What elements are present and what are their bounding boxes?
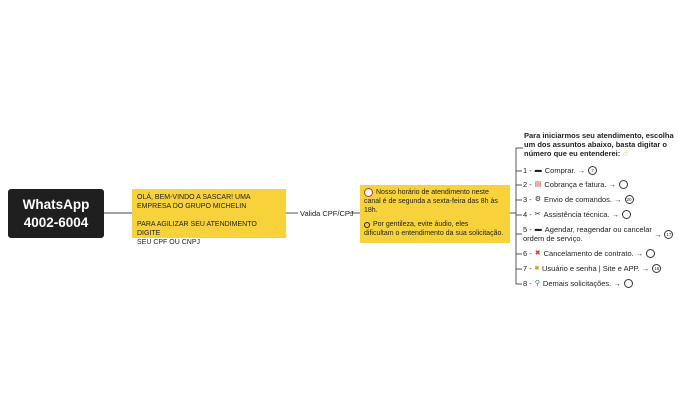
greeting-line: PARA AGILIZAR SEU ATENDIMENTO DIGITE (137, 221, 257, 237)
option-7[interactable]: 7 - ■ Usuário e senha | Site e APP. → 16 (523, 264, 660, 273)
greeting-node[interactable] (132, 189, 286, 246)
option-5[interactable]: 5 - ▬ Agendar, reagendar ou cancelar ordem de serviço. → 17 (523, 225, 672, 243)
option-label: Comprar. (544, 166, 576, 175)
hours-line: dificultam o entendimento da sua solicitação. (364, 230, 504, 237)
greeting-line: EMPRESA DO GRUPO MICHELIN (137, 203, 247, 210)
option-6[interactable]: 6 - ✖ Cancelamento de contrato. → (523, 249, 655, 258)
option-label: Demais solicitações. (542, 279, 612, 288)
intro-line: um dos assuntos abaixo, basta digitar o (524, 140, 667, 149)
root-number: 4002-6004 (23, 214, 89, 230)
count-badge[interactable]: 17 (666, 232, 672, 237)
greeting-line: SEU CPF OU CNPJ (137, 239, 201, 246)
hours-line: canal é de segunda a sexta-feira das 8h às (364, 198, 498, 205)
option-label: Usuário e senha | Site e APP. (542, 264, 640, 273)
option-2[interactable]: 2 - ▤ Cobrança e fatura. → (523, 180, 628, 189)
option-8[interactable]: 8 - ⚲ Demais solicitações. → (523, 279, 633, 288)
alarm-clock-icon (364, 188, 373, 197)
truck-icon: ▬ (534, 167, 542, 174)
count-badge[interactable]: 20 (626, 197, 632, 202)
cross-icon: ✖ (534, 250, 541, 257)
option-number: 1 - (523, 166, 532, 175)
edge-label: Valida CPF/CPJ (300, 209, 354, 218)
collapse-toggle[interactable] (624, 279, 633, 288)
intro-line: número que eu entenderei: (524, 149, 621, 158)
collapse-toggle[interactable] (619, 180, 628, 189)
option-number: 7 - (523, 264, 532, 273)
count-badge[interactable]: 16 (654, 266, 660, 271)
option-1[interactable]: 1 - ▬ Comprar. → 7 (523, 166, 597, 175)
option-3[interactable]: 3 - ⚙ Envio de comandos. → 20 (523, 195, 632, 204)
user-icon: ■ (534, 265, 539, 272)
pointing-hand-icon: ☝ (623, 149, 629, 158)
magnifier-icon: ⚲ (534, 280, 540, 287)
option-number: 6 - (523, 249, 532, 258)
count-badge[interactable]: 7 (588, 166, 597, 175)
invoice-icon: ▤ (534, 181, 542, 188)
no-audio-icon (364, 222, 370, 228)
greeting-line: OLÁ, BEM-VINDO A SASCAR! UMA (137, 194, 251, 201)
intro-line: Para iniciarmos seu atendimento, escolha (524, 131, 674, 140)
option-number: 4 - (523, 210, 532, 219)
collapse-toggle[interactable] (622, 210, 631, 219)
option-number: 8 - (523, 279, 532, 288)
option-number: 5 - (523, 225, 532, 234)
option-label: Assistência técnica. (543, 210, 610, 219)
option-label: Cobrança e fatura. (544, 180, 607, 189)
option-number: 2 - (523, 180, 532, 189)
hours-line: Nosso horário de atendimento neste (376, 189, 489, 196)
hours-line: 18h. (364, 207, 378, 214)
hours-line: Por gentileza, evite áudio, eles (373, 221, 469, 228)
option-label: Cancelamento de contrato. (543, 249, 634, 258)
root-title: WhatsApp (22, 196, 90, 212)
tools-icon: ✂ (534, 211, 541, 218)
car-icon: ▬ (534, 226, 542, 233)
option-4[interactable]: 4 - ✂ Assistência técnica. → (523, 210, 631, 219)
gear-icon: ⚙ (534, 196, 542, 203)
collapse-toggle[interactable] (646, 249, 655, 258)
hours-node[interactable] (360, 185, 510, 243)
option-number: 3 - (523, 195, 532, 204)
option-label-continued: ordem de serviço. (523, 234, 583, 243)
root-node[interactable] (8, 189, 104, 238)
option-label: Agendar, reagendar ou cancelar (544, 225, 652, 234)
option-label: Envio de comandos. (544, 195, 613, 204)
intro-text (524, 131, 674, 158)
